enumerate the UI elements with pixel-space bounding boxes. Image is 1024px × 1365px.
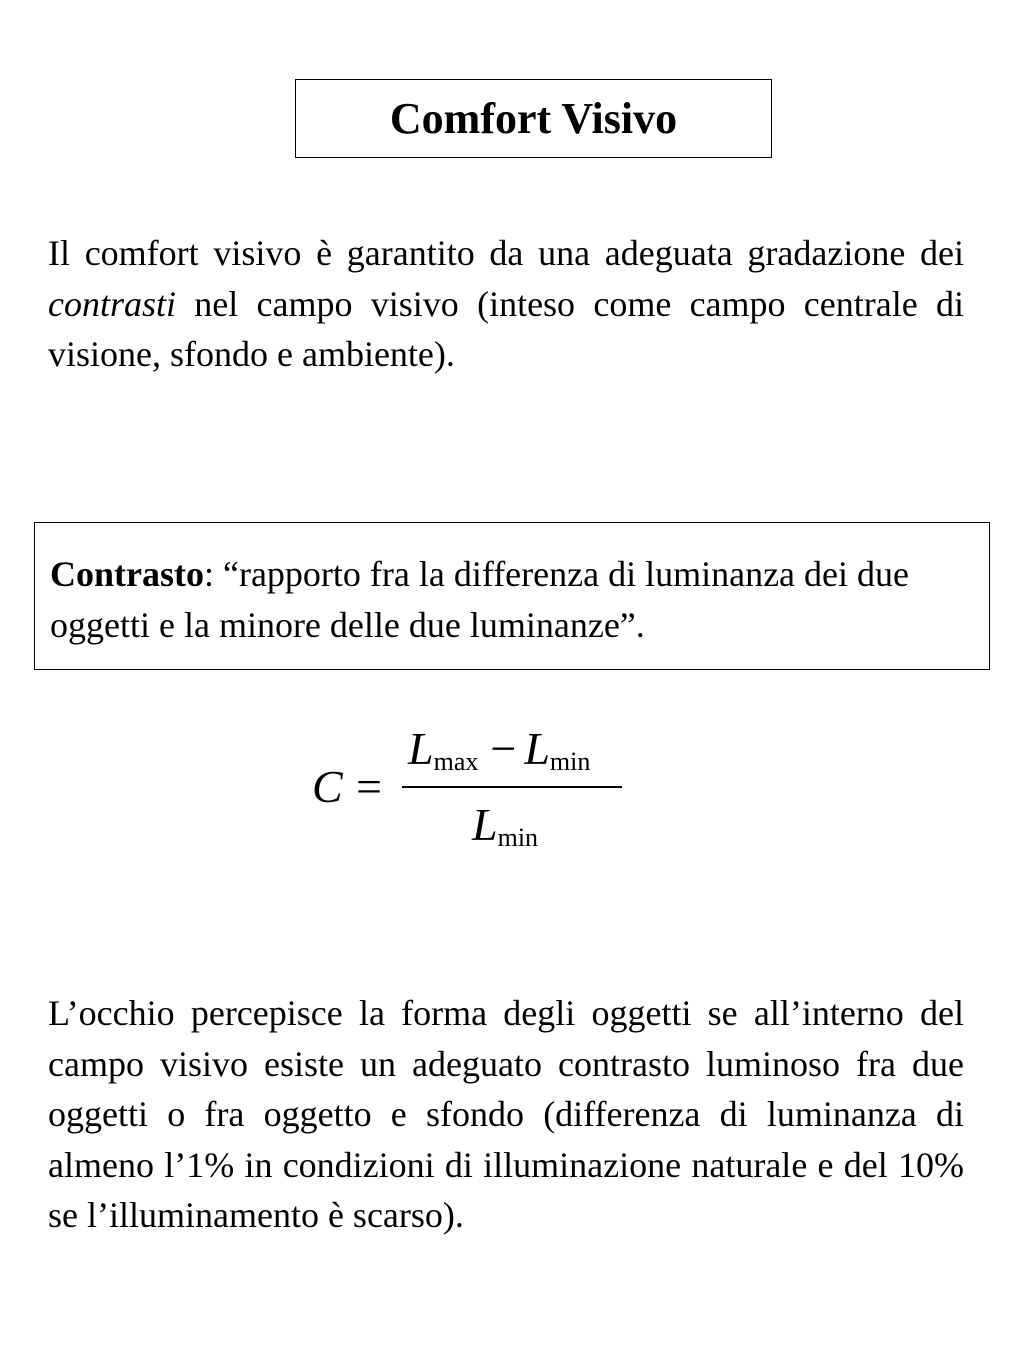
page-title: Comfort Visivo bbox=[389, 93, 678, 143]
conclusion-paragraph: L’occhio percepisce la forma degli oggetti se all’interno del campo visivo esiste un adeguato contrasto luminoso fra due oggetti o fra oggetto e sfondo (differenza di luminanza di almeno l’1% in condizioni di illuminazione naturale e del 10% se l’illuminamento è scarso). bbox=[48, 993, 964, 1235]
formula-denominator bbox=[472, 798, 538, 851]
formula-equals: = bbox=[356, 761, 382, 812]
numerator-sub-1: max bbox=[433, 747, 479, 776]
intro-text-start: Il comfort visivo è garantito da una adeguata gradazione dei bbox=[48, 233, 964, 273]
contrast-formula bbox=[312, 722, 642, 872]
fraction-bar bbox=[402, 786, 622, 788]
definition-text: : “rapporto fra la differenza di luminanza dei due oggetti e la minore delle due luminanze”. bbox=[50, 554, 909, 645]
formula-numerator bbox=[408, 722, 590, 775]
formula-minus: − bbox=[490, 723, 517, 774]
denominator-var: L bbox=[472, 799, 498, 850]
numerator-var-1: L bbox=[408, 723, 434, 774]
numerator-sub-2: min bbox=[549, 747, 591, 776]
definition-term: Contrasto bbox=[50, 554, 204, 594]
definition-paragraph bbox=[50, 549, 975, 650]
denominator-sub: min bbox=[497, 823, 539, 852]
definition-box bbox=[34, 522, 990, 670]
intro-text-end: nel campo visivo (inteso come campo centrale di visione, sfondo e ambiente). bbox=[48, 283, 964, 374]
title-box bbox=[295, 79, 772, 158]
intro-emphasis: contrasti bbox=[48, 283, 177, 324]
formula-lhs: C bbox=[312, 761, 343, 812]
intro-paragraph bbox=[48, 228, 964, 380]
numerator-var-2: L bbox=[524, 723, 550, 774]
